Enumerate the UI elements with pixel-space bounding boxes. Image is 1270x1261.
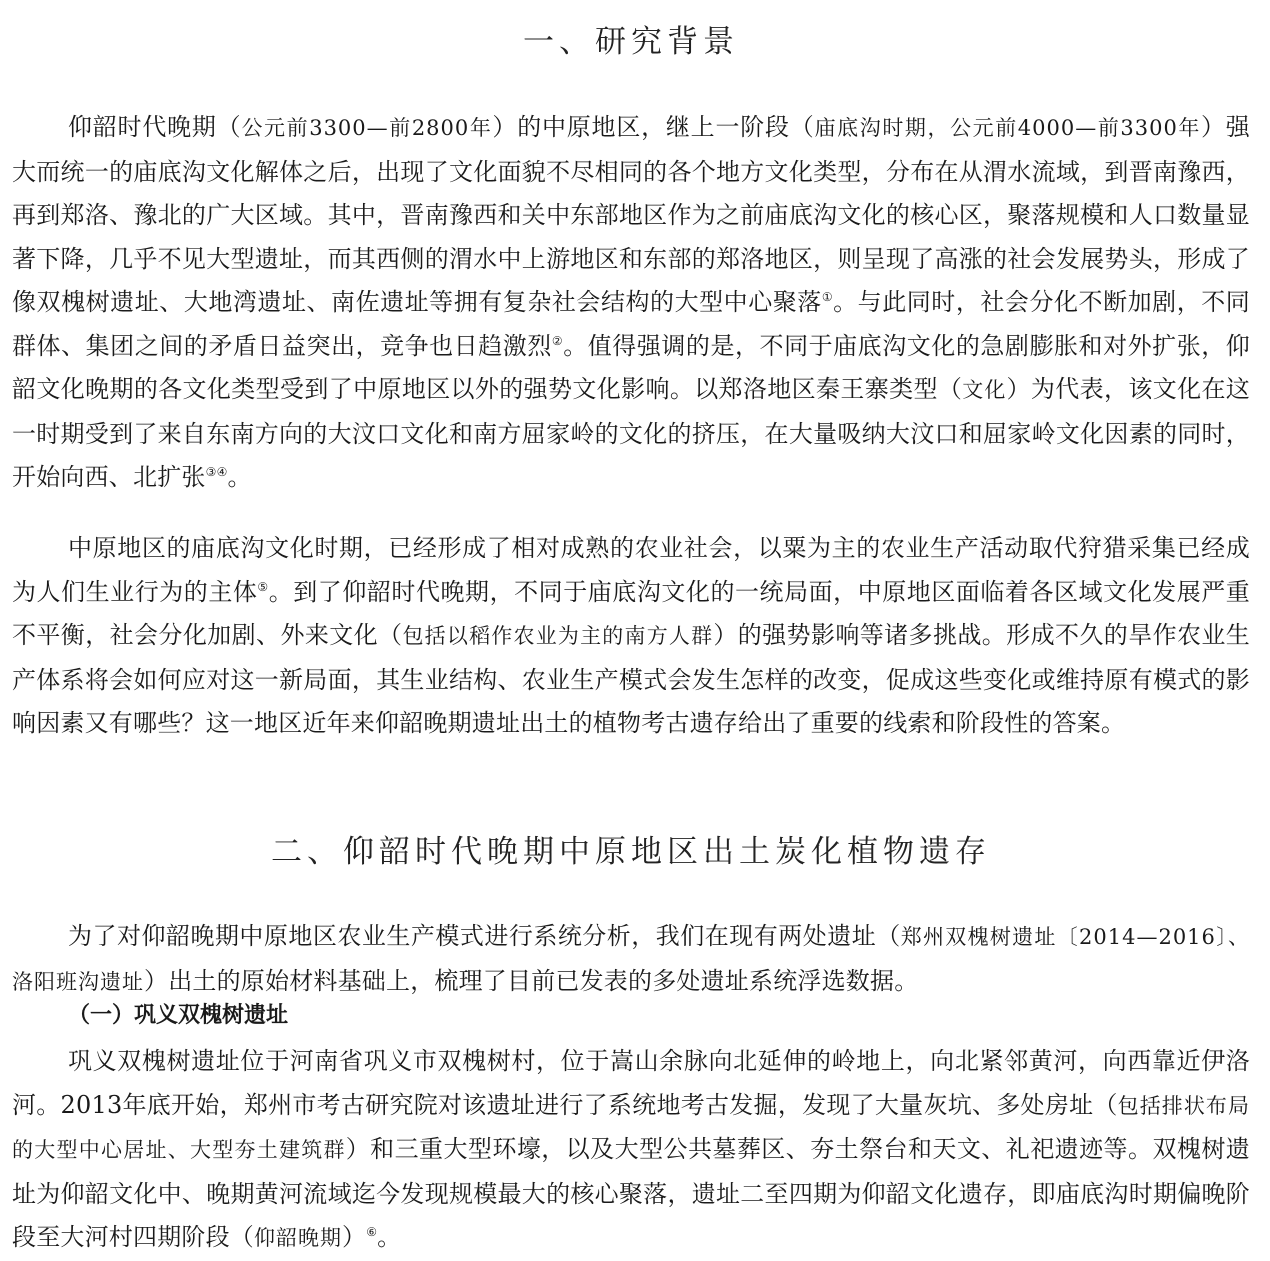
text-segment: 中原地区的庙底沟文化时期，已经形成了相对成熟的农业社会，以粟为主的农业生产活动取代狩猎采集已经成为人们生业行为的主体: [12, 534, 1250, 606]
text-segment: 。: [377, 1223, 402, 1251]
section-2-title: 二、仰韶时代晚期中原地区出土炭化植物遗存: [271, 834, 991, 870]
footnote-marker[interactable]: ⑤: [257, 579, 269, 594]
inline-note: 文化: [962, 378, 1007, 402]
footnote-marker[interactable]: ③④: [205, 465, 228, 479]
inline-note: 包括排状布局的大型中心居址、大型夯土建筑群: [12, 1093, 1250, 1162]
text-segment: ）: [342, 1223, 367, 1251]
footnote-marker[interactable]: ⑥: [366, 1225, 378, 1239]
text-segment: ）强大而统一的庙底沟文化解体之后，出现了文化面貌不尽相同的各个地方文化类型，分布在从渭水流域，到晋南豫西，再到郑洛、豫北的广大区域。其中，晋南豫西和关中东部地区作为之前庙底沟文化的核心区，聚落规模和人口数量显著下降，几乎不见大型遗址，而其西侧的渭水中上游地区和东部的郑洛地区，则呈现了高涨的社会发展势头，形成了像双槐树遗址、大地湾遗址、南佐遗址等拥有复杂社会结构的大型中心聚落: [12, 113, 1250, 316]
text-segment: 仰韶时代晚期（: [68, 113, 242, 141]
inline-note: 仰韶晚期: [254, 1226, 342, 1250]
inline-note: 包括以稻作农业为主的南方人群: [402, 624, 714, 648]
text-segment: 巩义双槐树遗址位于河南省巩义市双槐树村，位于嵩山余脉向北延伸的岭地上，向北紧邻黄河，向西靠近伊洛河。2013年底开始，郑州市考古研究院对该遗址进行了系统地考古发掘，发现了大量灰坑、多处房址（: [12, 1047, 1250, 1119]
text-segment: ）和三重大型环壕，以及大型公共墓葬区、夯土祭台和天文、礼祀遗迹等。双槐树遗址为仰韶文化中、晚期黄河流域迄今发现规模最大的核心聚落，遗址二至四期为仰韶文化遗存，即庙底沟时期偏晚阶段至大河村四期阶段（: [12, 1135, 1250, 1251]
text-segment: ）的中原地区，继上一阶段（: [492, 113, 815, 141]
text-segment: ）出土的原始材料基础上，梳理了目前已发表的多处遗址系统浮选数据。: [144, 966, 919, 995]
footnote-marker[interactable]: ①: [821, 290, 834, 304]
text-segment: 。与此同时，社会分化不断加剧，不同群体、集团之间的矛盾日益突出，竞争也日趋激烈: [12, 288, 1250, 360]
paragraph-background-1: [12, 106, 1250, 500]
text-segment: 。: [227, 463, 252, 491]
paragraph-plant-remains-intro: [12, 915, 1250, 1004]
inline-note: 郑州双槐树遗址〔2014—2016〕、洛阳班沟遗址: [12, 925, 1250, 994]
text-segment: ）的强势影响等诸多挑战。形成不久的旱作农业生产体系将会如何应对这一新局面，其生业结构、农业生产模式会发生怎样的改变，促成这些变化或维持原有模式的影响因素又有哪些？这一地区近年来仰韶晚期遗址出土的植物考古遗存给出了重要的线索和阶段性的答案。: [12, 621, 1251, 737]
text-segment: 为了对仰韶晚期中原地区农业生产模式进行系统分析，我们在现有两处遗址（: [68, 922, 901, 950]
section-1-title: 一、研究背景: [523, 24, 739, 60]
paragraph-background-2: [12, 527, 1250, 746]
period-note: 庙底沟时期，公元前4000—前3300年: [814, 116, 1202, 140]
text-segment: 。值得强调的是，不同于庙底沟文化的急剧膨胀和对外扩张，仰韶文化晚期的各文化类型受到了中原地区以外的强势文化影响。以郑洛地区秦王寨类型（: [12, 331, 1250, 403]
footnote-marker[interactable]: ②: [551, 333, 564, 348]
paragraph-shuanghuaishu-site: [12, 1040, 1250, 1261]
text-segment: 。到了仰韶时代晚期，不同于庙底沟文化的一统局面，中原地区面临着各区域文化发展严重不平衡，社会分化加剧、外来文化（: [12, 577, 1250, 649]
text-segment: ）为代表，该文化在这一时期受到了来自东南方向的大汶口文化和南方屈家岭的文化的挤压，在大量吸纳大汶口和屈家岭文化因素的同时，开始向西、北扩张: [12, 375, 1251, 491]
date-range: 公元前3300—前2800年: [241, 116, 493, 140]
subsection-title: （一）巩义双槐树遗址: [68, 1003, 289, 1028]
